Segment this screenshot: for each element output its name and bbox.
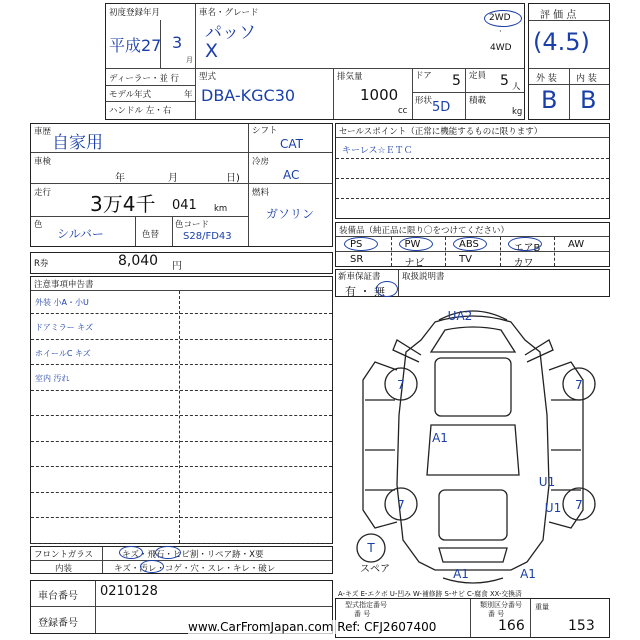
- spare-label: スペア: [360, 564, 390, 575]
- equipment-item: ナビ: [404, 258, 425, 269]
- mark-spare-t: T: [367, 541, 375, 555]
- model-year-unit: 年: [184, 90, 193, 100]
- watermark: www.CarFromJapan.com Ref: CFJ2607400: [188, 620, 437, 634]
- mileage-detail: 041: [172, 198, 197, 213]
- inspection-month: 月: [168, 173, 178, 184]
- doors: 5: [452, 73, 461, 89]
- damage-legend: A-キズ E-エクボ U-凹み W-補修跡 S-サビ C-腐食 XX-交換済: [338, 590, 522, 598]
- reg-era: 平成27: [109, 36, 162, 55]
- car-damage-diagram: [335, 300, 610, 590]
- model-year-label: モデル年式: [109, 90, 152, 100]
- equipment-circle: [399, 237, 433, 251]
- notes-label: 注意事項申告書: [34, 280, 94, 290]
- class-sub: 番 号: [488, 610, 505, 618]
- handle-label: ハンドル 左・右: [109, 106, 172, 116]
- aircon-label: 冷房: [252, 157, 270, 167]
- mark-u1-lower: U1: [544, 501, 562, 515]
- equipment-item: PW: [404, 239, 421, 250]
- warranty-label: 新車保証書: [338, 272, 381, 282]
- equipment-item: カワ: [513, 258, 534, 269]
- equipment-item: PS: [350, 239, 363, 250]
- dealer-label: ディーラー・並 行: [109, 74, 180, 84]
- manual-label: 取扱説明書: [402, 272, 445, 282]
- class-value: 166: [498, 618, 525, 634]
- weight-value: 153: [568, 618, 595, 634]
- aircon: AC: [283, 168, 300, 182]
- color-change-label: 色替: [142, 230, 160, 240]
- registration-label: 登録番号: [38, 618, 78, 629]
- interior-label: 内 装: [576, 74, 597, 84]
- sales-point-label: セールスポイント（正常に機能するものに限ります）: [339, 127, 543, 137]
- shape-label: 形状: [415, 96, 433, 106]
- note-line-4: 室内 汚れ: [35, 374, 70, 383]
- mark-wheel-rr: 7: [575, 498, 583, 512]
- equipment-circle: [453, 237, 487, 251]
- mark-wheel-rl: 7: [397, 498, 405, 512]
- model-spec-sub: 番 号: [354, 610, 371, 618]
- interior-row-text: キズ・汚レ・コゲ・穴・スレ・キレ・破レ: [114, 564, 276, 574]
- chassis-label: 車台番号: [38, 591, 78, 602]
- first-reg-label: 初度登録年月: [109, 8, 161, 18]
- km-unit: km: [214, 204, 228, 214]
- mark-wheel-fl: 7: [397, 378, 405, 392]
- windshield-label: フロントガラス: [34, 550, 93, 560]
- model-code: DBA-KGC30: [201, 86, 296, 105]
- note-line-3: ホイールC キズ: [35, 349, 91, 358]
- cc-unit: cc: [398, 106, 408, 116]
- equipment-item: SR: [350, 254, 364, 265]
- chassis-value: 0210128: [100, 584, 158, 599]
- equipment-item: ABS: [459, 239, 479, 250]
- inspection-year: 年: [115, 173, 125, 184]
- capacity-unit: 人: [512, 82, 521, 92]
- windshield-text: キズ・飛石・ヒビ割・リペア跡・X要: [122, 550, 264, 560]
- sales-point-item: キーレス☆ＥＴＣ: [342, 146, 413, 156]
- warranty-circle: [376, 281, 398, 297]
- recycle-amount: 8,040: [118, 253, 159, 269]
- shape: 5D: [432, 100, 451, 115]
- reg-month: 3: [172, 33, 183, 52]
- car-name-label: 車名・グレード: [199, 8, 259, 18]
- evaluation-score: (4.5): [533, 28, 590, 56]
- exterior-grade: B: [541, 86, 558, 114]
- recycle-label: R券: [34, 259, 49, 269]
- evaluation-label: 評 価 点: [540, 10, 577, 21]
- weight-label: 重量: [535, 603, 549, 611]
- mark-a1-rear-left: A1: [453, 567, 469, 581]
- month-unit: 月: [186, 56, 193, 64]
- color-code: S28/FD43: [183, 231, 232, 242]
- kg-unit: kg: [512, 107, 523, 117]
- door-label: ドア: [415, 71, 432, 81]
- note-line-1: 外装 小A・小U: [35, 298, 89, 307]
- equipment-circle: [344, 237, 378, 251]
- displacement: 1000: [360, 86, 399, 104]
- shift-label: シフト: [252, 126, 278, 136]
- mark-ua2: UA2: [447, 309, 473, 323]
- equipment-item: AW: [568, 239, 585, 250]
- notes-box: [30, 276, 333, 544]
- interior-row-label: 内装: [55, 564, 73, 574]
- header-box: [105, 3, 525, 120]
- capacity: 5: [500, 73, 509, 89]
- category: 自家用: [52, 133, 103, 153]
- mark-a1-rear-right: A1: [520, 567, 536, 581]
- color-code-label: 色コード: [175, 220, 210, 230]
- class-label: 類別区分番号: [480, 601, 522, 609]
- note-line-2: ドアミラー キズ: [35, 323, 94, 332]
- shift: CAT: [280, 137, 303, 151]
- interior-grade: B: [580, 86, 597, 114]
- equipment-item: TV: [459, 254, 472, 265]
- color-label: 色: [34, 220, 43, 230]
- model-spec-label: 型式指定番号: [345, 601, 387, 609]
- mark-a1-left: A1: [432, 431, 448, 445]
- load-label: 積載: [469, 96, 487, 106]
- displacement-label: 排気量: [337, 72, 363, 82]
- drive-dot: ·: [499, 27, 502, 37]
- model-code-label: 型式: [199, 72, 217, 82]
- fuel-label: 燃料: [252, 188, 270, 198]
- capacity-label: 定員: [469, 71, 487, 81]
- inspection-day: 日): [226, 173, 240, 184]
- drive-2wd: 2WD: [489, 13, 511, 23]
- mark-wheel-fr: 7: [575, 378, 583, 392]
- equipment-label: 装備品（純正品に限り〇をつけてください）: [339, 226, 510, 236]
- equipment-circle: [508, 237, 542, 251]
- drive-4wd: 4WD: [490, 43, 512, 53]
- color: シルバー: [57, 227, 104, 241]
- equipment-item: エアB: [513, 243, 541, 254]
- mark-u1-upper: U1: [538, 475, 556, 489]
- warranty-value: 有 ・ 無: [345, 285, 385, 298]
- mileage: 3万4千: [90, 192, 156, 216]
- inspection-label: 車検: [34, 157, 52, 167]
- fuel: ガソリン: [266, 207, 315, 221]
- category-label: 車歴: [34, 127, 52, 137]
- car-name: パッソ: [205, 23, 256, 43]
- mileage-label: 走行: [34, 188, 52, 198]
- exterior-label: 外 装: [536, 74, 557, 84]
- recycle-unit: 円: [172, 261, 182, 272]
- grade: X: [205, 40, 219, 62]
